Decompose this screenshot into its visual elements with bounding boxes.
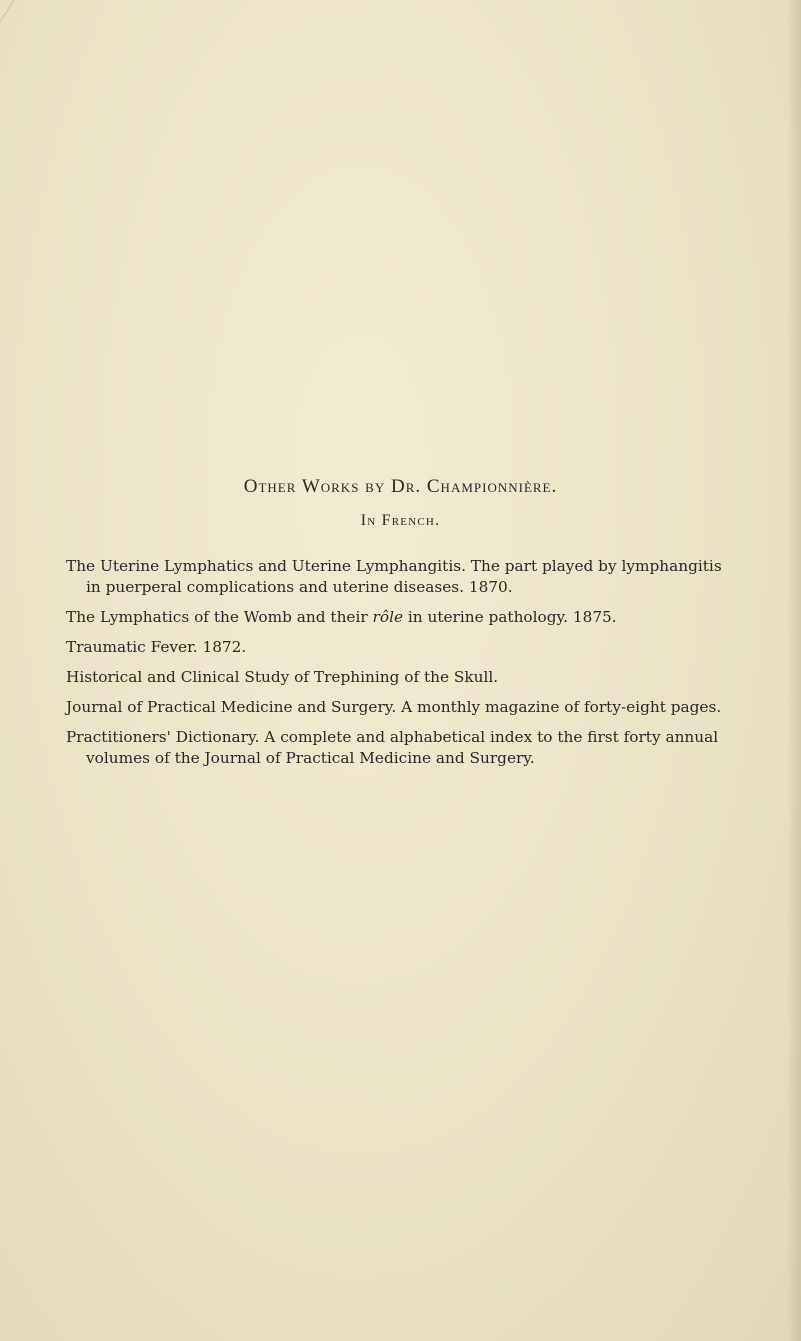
page-edge-shadow	[787, 0, 801, 1341]
section-subtitle: In French.	[360, 512, 441, 529]
list-item	[66, 556, 738, 598]
work-title-italic-word: rôle	[372, 608, 404, 626]
page-title: Other Works by Dr. Championnière.	[243, 476, 558, 497]
work-title-text: Journal of Practical Medicine and Surgery. A monthly magazine of forty-eight pages.	[66, 698, 722, 716]
page-corner-fold	[0, 0, 30, 30]
list-item	[66, 607, 738, 628]
list-item	[66, 667, 738, 688]
work-title-text: Historical and Clinical Study of Trephining of the Skull.	[66, 668, 499, 686]
work-title-text-part: in uterine pathology. 1875.	[403, 608, 617, 626]
work-title-text-part: The Lymphatics of the Womb and their	[66, 608, 373, 626]
list-item	[66, 727, 738, 769]
work-title-text: The Uterine Lymphatics and Uterine Lymphangitis. The part played by lymphangitis in puerperal complications and uterine diseases. 1870.	[66, 557, 722, 596]
work-title-text: Practitioners' Dictionary. A complete and alphabetical index to the first forty annual volumes of the Journal of Practical Medicine and Surgery.	[66, 728, 719, 767]
works-list	[66, 556, 738, 778]
list-item	[66, 637, 738, 658]
list-item	[66, 697, 738, 718]
work-title-text: Traumatic Fever. 1872.	[66, 638, 247, 656]
